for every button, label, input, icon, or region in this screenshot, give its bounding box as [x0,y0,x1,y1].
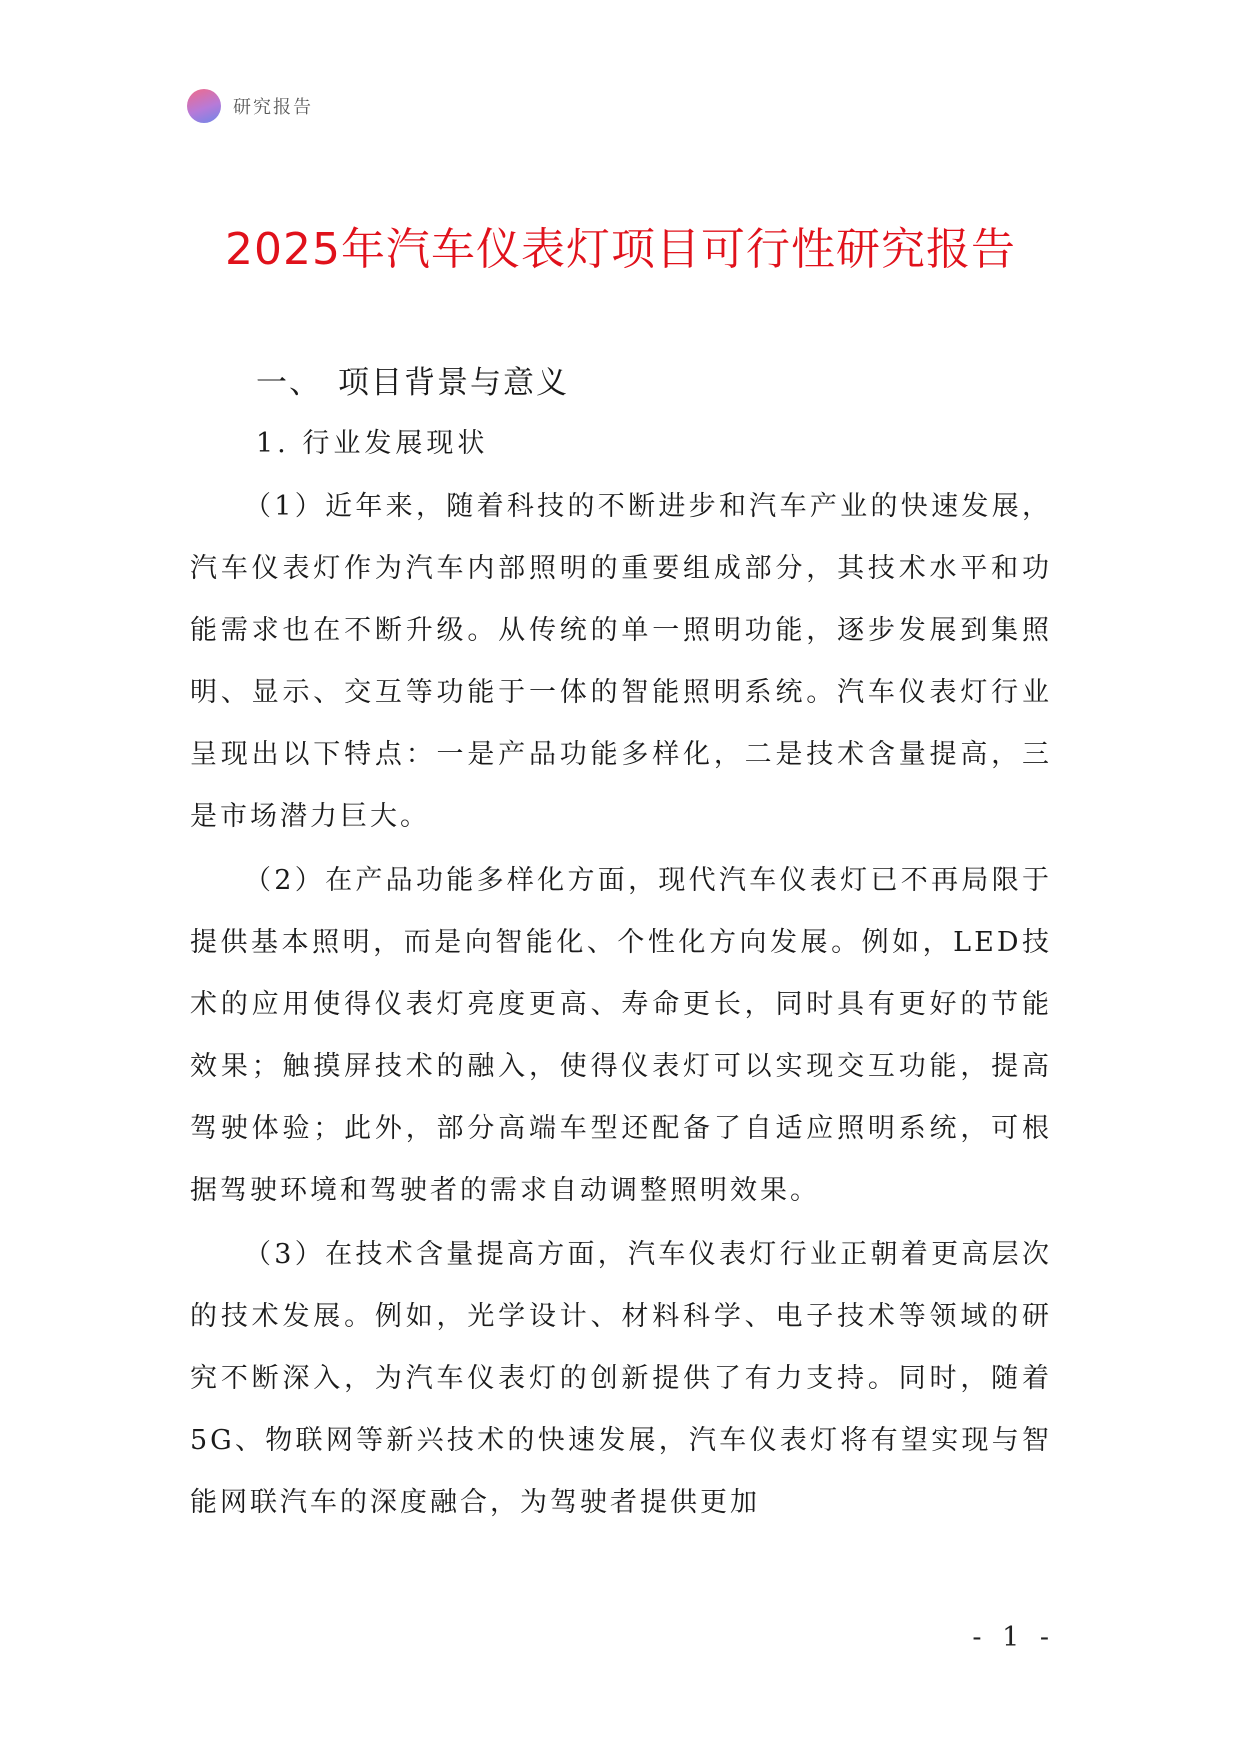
document-title: 2025年汽车仪表灯项目可行性研究报告 [225,224,1016,275]
paragraph-1: （1）近年来，随着科技的不断进步和汽车产业的快速发展，汽车仪表灯作为汽车内部照明的重要组成部分，其技术水平和功能需求也在不断升级。从传统的单一照明功能，逐步发展到集照明、显示、交互等功能于一体的智能照明系统。汽车仪表灯行业呈现出以下特点：一是产品功能多样化，二是技术含量提高，三是市场潜力巨大。 [190,491,1052,832]
section-heading [190,354,1052,412]
page-header [187,88,313,124]
section-title: 项目背景与意义 [338,365,569,401]
paragraph-2: （2）在产品功能多样化方面，现代汽车仪表灯已不再局限于提供基本照明，而是向智能化、个性化方向发展。例如，LED技术的应用使得仪表灯亮度更高、寿命更长，同时具有更好的节能效果；触摸屏技术的融入，使得仪表灯可以实现交互功能，提高驾驶体验；此外，部分高端车型还配备了自适应照明系统，可根据驾驶环境和驾驶者的需求自动调整照明效果。 [190,865,1052,1206]
header-label: 研究报告 [233,97,313,118]
subsection-heading: 1. 行业发展现状 [256,428,489,459]
page-number: - 1 - [972,1622,1055,1653]
document-body [190,354,1052,1536]
paragraph-3: （3）在技术含量提高方面，汽车仪表灯行业正朝着更高层次的技术发展。例如，光学设计、材料科学、电子技术等领域的研究不断深入，为汽车仪表灯的创新提供了有力支持。同时，随着5G、物联网等新兴技术的快速发展，汽车仪表灯将有望实现与智能网联汽车的深度融合，为驾驶者提供更加 [190,1239,1052,1518]
logo-icon [187,89,221,123]
section-number: 一、 [256,365,322,401]
